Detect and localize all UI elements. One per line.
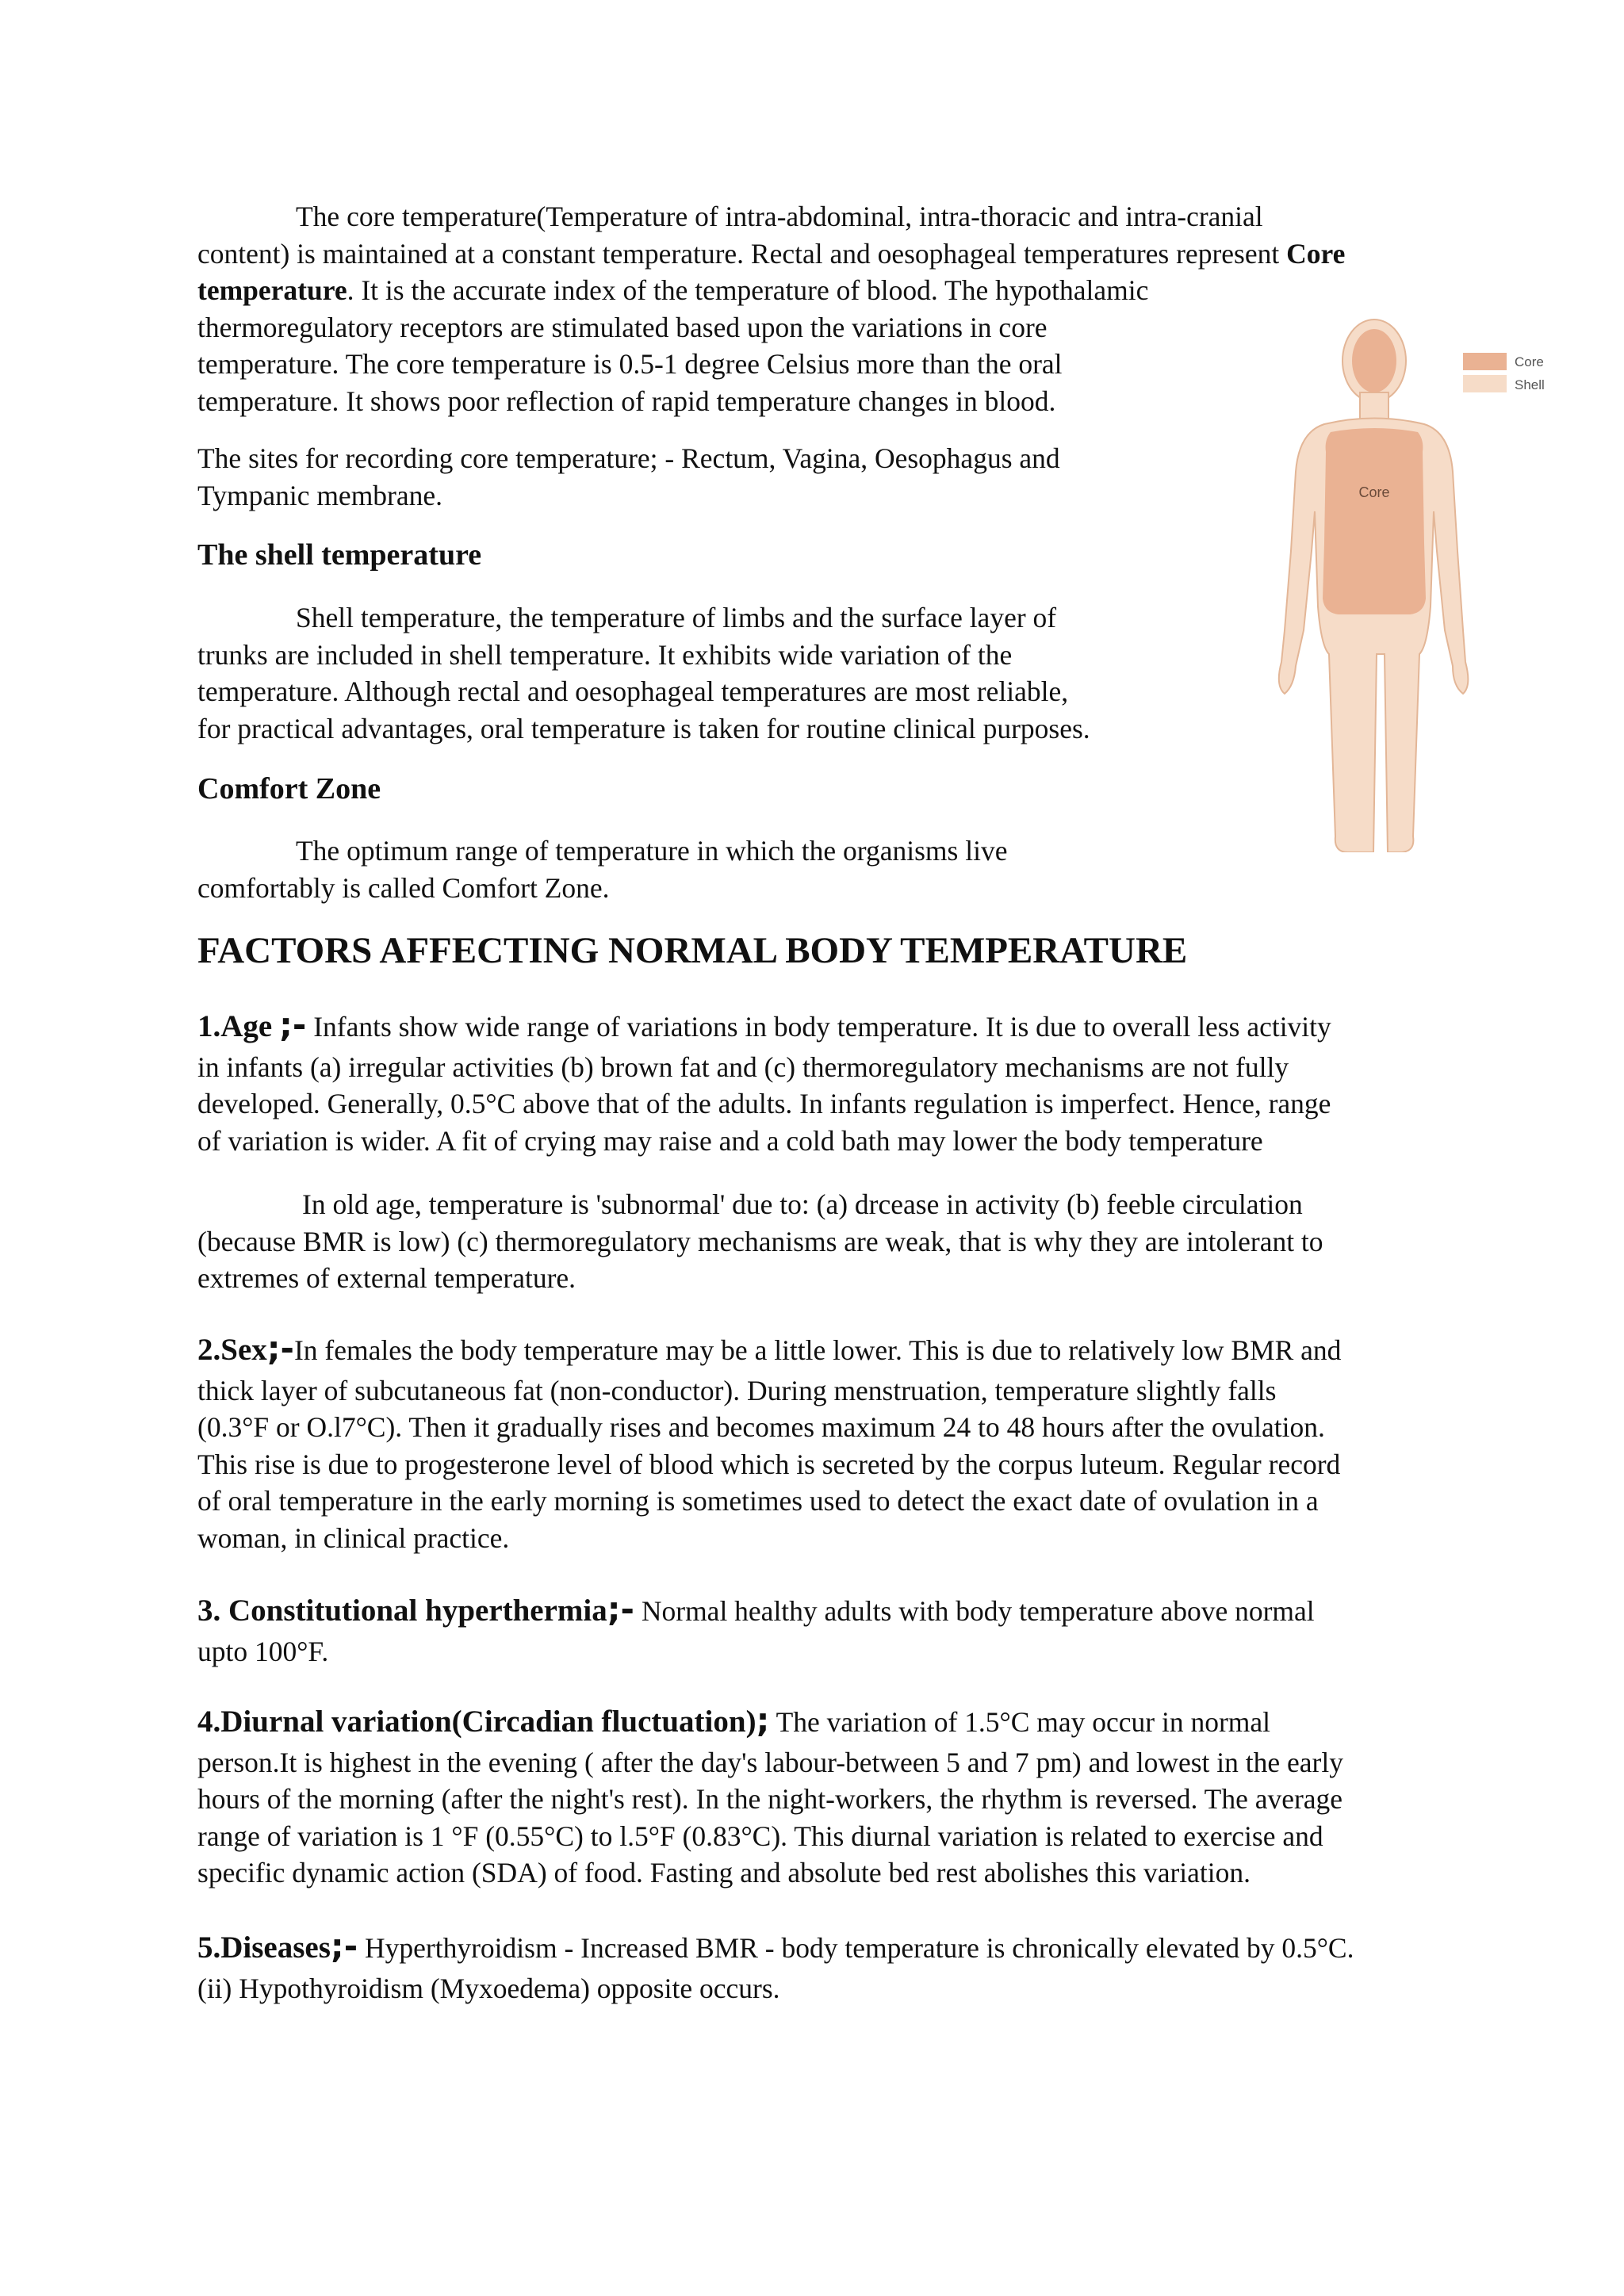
text-line: This rise is due to progesterone level of blood which is secreted by the corpus luteum. Regular record	[197, 1448, 1341, 1480]
text-line: (because BMR is low) (c) thermoregulatory mechanisms are weak, that is why they are intolerant to	[197, 1225, 1323, 1257]
text-line: temperature. It shows poor reflection of rapid temperature changes in blood.	[197, 385, 1056, 417]
sex-label: 2.Sex	[197, 1333, 267, 1367]
text-line: 2.Sex;-In females the body temperature may be a little lower. This is due to relatively low BMR and	[197, 1329, 1342, 1368]
text-line: developed. Generally, 0.5°C above that of the adults. In infants regulation is imperfect. Hence, range	[197, 1088, 1331, 1119]
text-line: temperature. Although rectal and oesophageal temperatures are most reliable,	[197, 675, 1069, 707]
text-line: in infants (a) irregular activities (b) brown fat and (c) thermoregulatory mechanisms are not fully	[197, 1050, 1289, 1083]
core-region-label: Core	[1358, 484, 1390, 500]
core-region	[1323, 428, 1426, 614]
diurnal-label: 4.Diurnal variation(Circadian fluctuation)	[197, 1705, 756, 1739]
age-label: 1.Age	[197, 1009, 273, 1043]
sex-factor	[197, 1330, 1341, 1556]
diseases-factor	[197, 1928, 1354, 2007]
text-line: specific dynamic action (SDA) of food. Fasting and absolute bed rest abolishes this variation.	[197, 1857, 1251, 1888]
text-line: Tympanic membrane.	[197, 479, 443, 511]
text-line: temperature. The core temperature is 0.5-1 degree Celsius more than the oral	[197, 348, 1063, 380]
legend-label-shell: Shell	[1515, 377, 1545, 392]
constitutional-hyperthermia-factor	[197, 1591, 1315, 1670]
text-line: of oral temperature in the early morning is sometimes used to detect the exact date of ovulation in a	[197, 1485, 1319, 1517]
core-shell-body-figure	[1237, 313, 1570, 852]
text-line: trunks are included in shell temperature. It exhibits wide variation of the	[197, 638, 1013, 671]
comfort-zone-paragraph	[197, 832, 1007, 906]
text-line: (0.3°F or O.l7°C). Then it gradually rises and becomes maximum 24 to 48 hours after the ovulation.	[197, 1411, 1325, 1443]
text-line: for practical advantages, oral temperature is taken for routine clinical purposes.	[197, 712, 1090, 744]
legend-swatch-shell	[1463, 375, 1507, 392]
text-line: hours of the morning (after the night's rest). In the night-workers, the rhythm is reversed. The average	[197, 1783, 1343, 1815]
core-term: Core	[1286, 237, 1346, 270]
text-line: person.It is highest in the evening ( after the day's labour-between 5 and 7 pm) and lowest in the early	[197, 1746, 1343, 1778]
legend	[1463, 353, 1545, 392]
text-line: upto 100°F.	[197, 1635, 329, 1667]
text-line: comfortably is called Comfort Zone.	[197, 871, 610, 904]
constitutional-label: 3. Constitutional hyperthermia	[197, 1594, 607, 1628]
text-line: Shell temperature, the temperature of limbs and the surface layer of	[296, 602, 1057, 633]
text-line: 4.Diurnal variation(Circadian fluctuation); The variation of 1.5°C may occur in normal	[197, 1701, 1271, 1739]
shell-temperature-paragraph	[197, 599, 1090, 747]
text-line: 5.Diseases;- Hyperthyroidism - Increased BMR - body temperature is chronically elevated by 0.5°C.	[197, 1927, 1354, 1965]
text-line: content) is maintained at a constant temperature. Rectal and oesophageal temperatures represent Core	[197, 237, 1346, 270]
legend-label-core: Core	[1515, 354, 1544, 369]
diseases-label: 5.Diseases	[197, 1931, 331, 1965]
text-line: extremes of external temperature.	[197, 1262, 576, 1294]
age-factor	[197, 1007, 1331, 1159]
old-age-paragraph	[197, 1186, 1323, 1297]
text-line: of variation is wider. A fit of crying may raise and a cold bath may lower the body temperature	[197, 1124, 1263, 1157]
temperature-term: temperature	[197, 274, 347, 306]
text-line: temperature. It is the accurate index of the temperature of blood. The hypothalamic	[197, 274, 1149, 306]
recording-sites-paragraph	[197, 440, 1060, 514]
comfort-zone-heading: Comfort Zone	[197, 772, 381, 806]
text-line: thermoregulatory receptors are stimulated based upon the variations in core	[197, 311, 1048, 343]
diurnal-variation-factor	[197, 1702, 1343, 1892]
text-line: (ii) Hypothyroidism (Myxoedema) opposite occurs.	[197, 1972, 780, 2004]
legend-swatch-core	[1463, 353, 1507, 370]
text-line: range of variation is 1 °F (0.55°C) to l.5°F (0.83°C). This diurnal variation is related to exercise and	[197, 1820, 1323, 1852]
body-core	[1323, 329, 1426, 614]
text-line: 3. Constitutional hyperthermia;- Normal healthy adults with body temperature above normal	[197, 1590, 1315, 1628]
text-line: The optimum range of temperature in which the organisms live	[296, 835, 1008, 867]
text-line: The core temperature(Temperature of intra-abdominal, intra-thoracic and intra-cranial	[296, 201, 1263, 232]
text-line: In old age, temperature is 'subnormal' due to: (a) drcease in activity (b) feeble circulation	[302, 1188, 1303, 1220]
text-line: The sites for recording core temperature; - Rectum, Vagina, Oesophagus and	[197, 442, 1060, 474]
text-line: 1.Age ;- Infants show wide range of variations in body temperature. It is due to overall less activity	[197, 1005, 1331, 1044]
text-line: thick layer of subcutaneous fat (non-conductor). During menstruation, temperature slightly falls	[197, 1374, 1277, 1406]
head-core-region	[1352, 329, 1396, 392]
shell-temperature-heading: The shell temperature	[197, 538, 482, 572]
factors-heading: FACTORS AFFECTING NORMAL BODY TEMPERATURE	[197, 930, 1188, 971]
core-temperature-paragraph	[197, 198, 1345, 419]
text-line: woman, in clinical practice.	[197, 1521, 510, 1554]
